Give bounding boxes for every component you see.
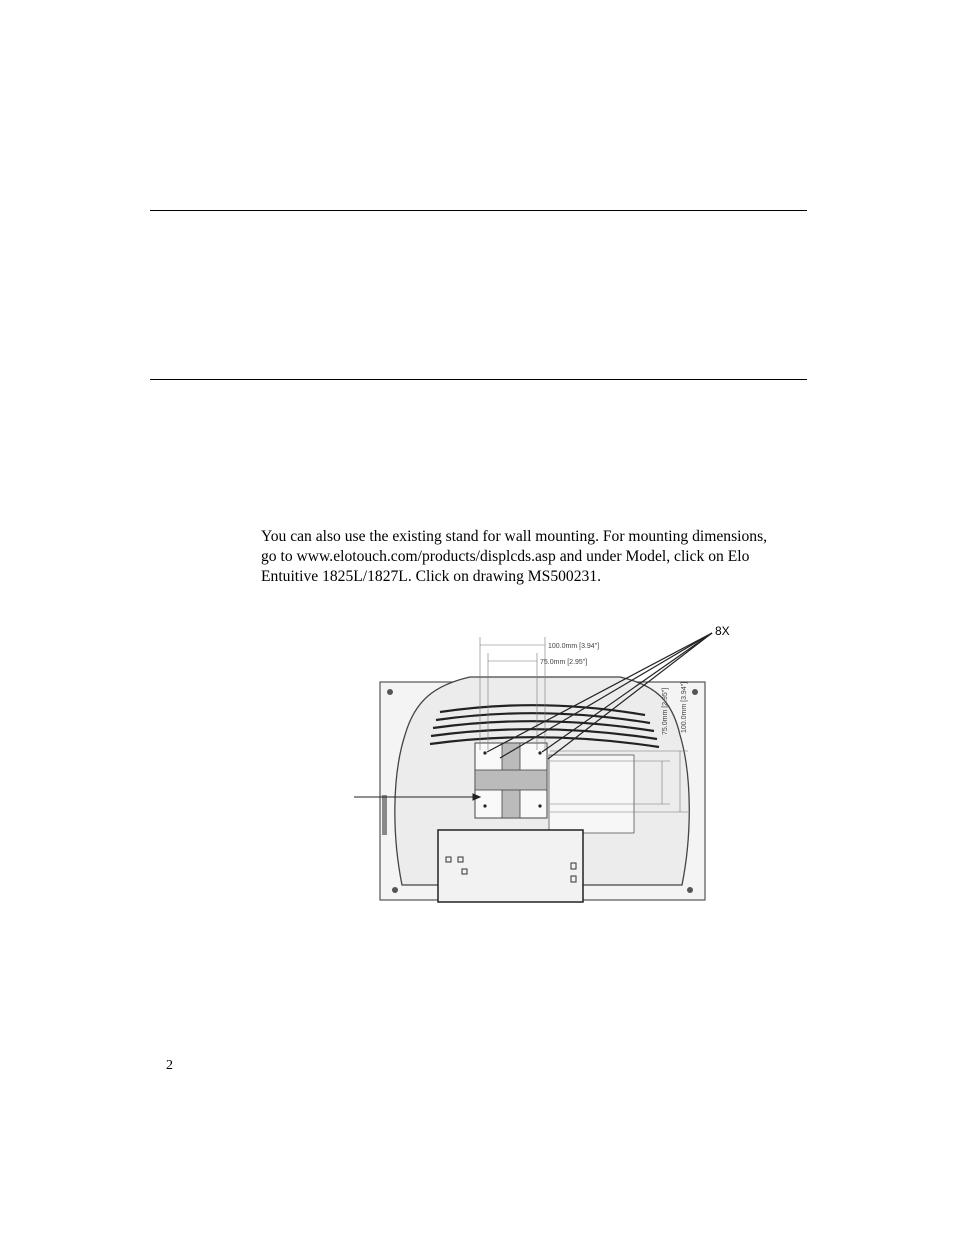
header-rule-top [150,210,807,211]
side-panel [549,755,634,833]
monitor-rear-view-svg [340,615,740,910]
dim-v-outer: 100.0mm [3.94"] [681,681,688,733]
page-number: 2 [166,1058,173,1073]
side-slot [382,795,387,835]
header-rule-bottom [150,379,807,380]
vesa-plate [475,743,547,818]
paragraph-line-1: You can also use the existing stand for wall mounting. For mounting dimensions, [261,528,768,545]
vesa-mount-drawing [340,615,740,910]
stand-base [438,830,583,902]
dim-h-inner: 75.0mm [2.95"] [540,659,588,666]
paragraph-line-3: Entuitive 1825L/1827L. Click on drawing MS500231. [261,568,602,585]
wall-mount-paragraph [261,527,841,587]
dim-h-outer: 100.0mm [3.94"] [548,643,600,650]
paragraph-line-2: go to www.elotouch.com/products/displcds.asp and under Model, click on Elo [261,548,750,565]
dim-v-inner: 75.0mm [2.95"] [662,687,669,735]
callout-8x-label: 8X [715,624,730,638]
